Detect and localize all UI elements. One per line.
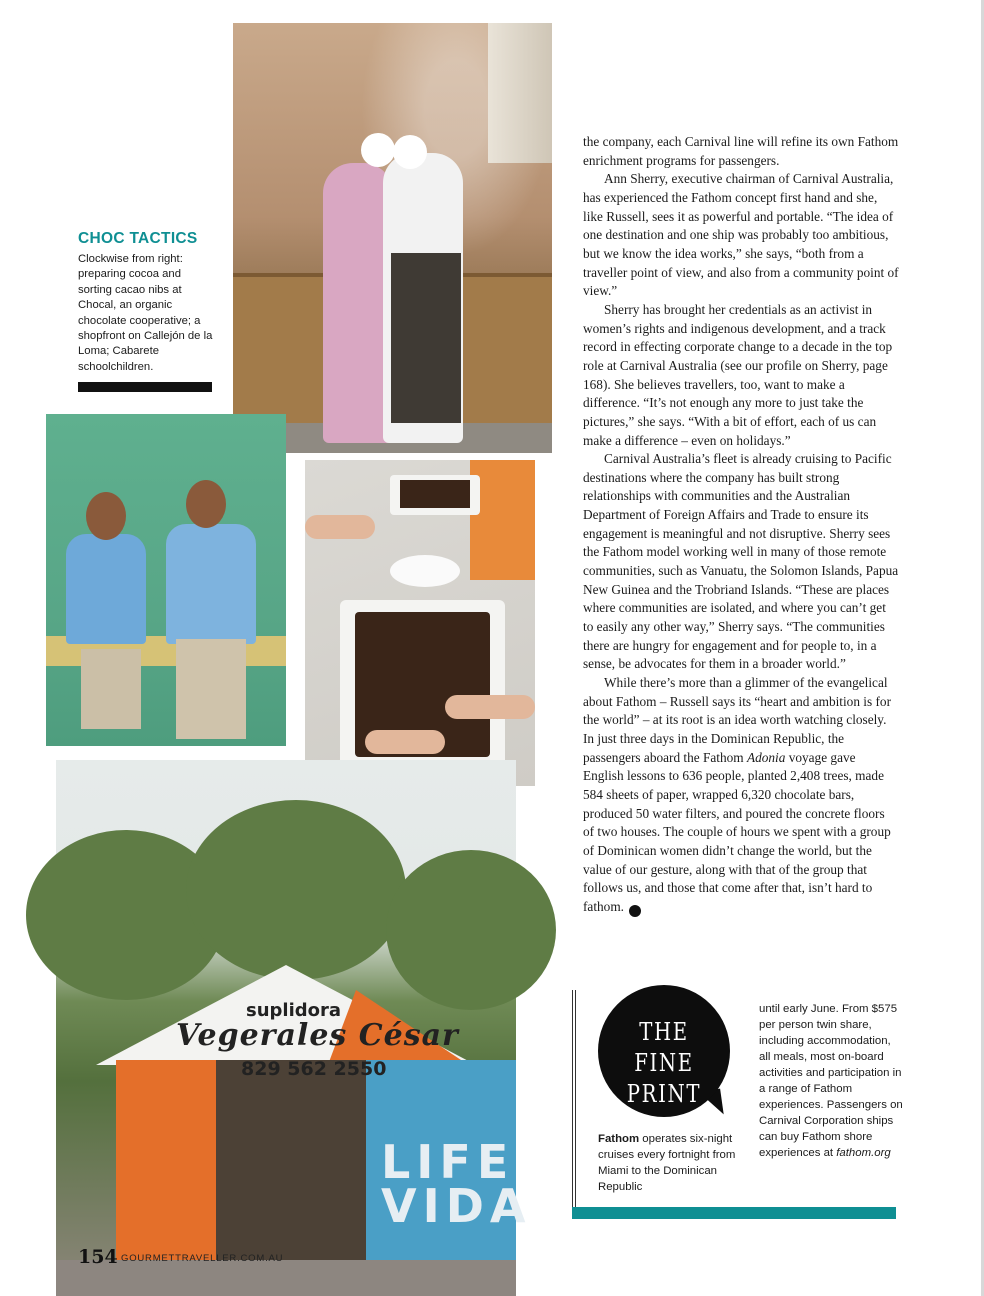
fine-print-title-line1: THE FINE [634,1018,694,1077]
shop-sign-mural: LIFE VIDA [381,1135,532,1233]
article-paragraph: Carnival Australia’s fleet is already cruising to Pacific destinations where the company has built strong relationships with communities and the Australian Department of Foreign Affairs and Trade to ensure its engagement is meaningful and not disruptive. Sherry sees the Fathom model working well in many of those remote communities, such as Vanuatu, the Solomon Islands, Papua New Guinea and the Trobriand Islands. “These are places where communities are isolated, and where you can’t get to easily any other way,” Sherry says. “The communities there are hungry for engagement and for people to, in a sense, be advocates for them in a broader world.” [583,451,899,672]
photo-nibs [400,480,470,508]
photo-face [86,492,126,540]
footer-site: GOURMETTRAVELLER.COM.AU [121,1253,284,1264]
photo-arm [445,695,535,719]
fine-print-text: operates six-night cruises every fortnight from Miami to the Dominican Republic [598,1133,736,1193]
article-paragraph: the company, each Carnival line will refine its own Fathom enrichment programs for passengers. [583,134,899,168]
photo-tree [386,850,556,1010]
caption-bar [78,382,212,392]
photo-hairnet [393,135,427,169]
fine-print-link[interactable]: fathom.org [836,1147,891,1159]
photo-shopfront [56,760,532,1296]
fine-print-brand: Fathom [598,1133,640,1145]
photo-plate [390,555,460,587]
fine-print-right-column [759,1001,904,1161]
photo-child-right [166,524,256,644]
end-mark-icon: GT [629,905,641,917]
article-text: While there’s more than a glimmer of the evangelical about Fathom – Russell says its “heart and ambition is for the world” – at its root is an idea worth watching closely. In just three days in the Dominican Republic, the passengers aboard the Fathom [583,675,892,765]
photo-arm [305,515,375,539]
photo-window [488,23,552,163]
photo-ground [56,1260,516,1296]
article-paragraph: Sherry has brought her credentials as an activist in women’s rights and indigenous development, and a track record in effecting corporate change to a decade in the top role at Carnival Australia (see our profile on Sherry, page 168). She believes travellers, too, want to make a difference. “It’s not enough any more to just take the pictures,” she says. “With a bit of effort, each of us can make a difference – even on holidays.” [583,301,893,448]
fine-print-title-line2: PRINT [626,1080,702,1108]
photo-sorting-cacao-nibs [305,460,535,786]
photo-arm [365,730,445,754]
photo-face [186,480,226,528]
shop-sign-line2: Vegerales César [176,1018,459,1053]
ship-name: Adonia [746,749,786,765]
photo-schoolchildren [46,414,286,746]
shop-sign-phone: 829 562 2550 [241,1058,387,1080]
page-number: 154 [78,1246,118,1268]
article-body [583,133,899,917]
shop-sign-line1: suplidora [246,1000,342,1021]
fine-print-left-column [598,1131,748,1195]
fine-print-title [610,1017,718,1110]
article-paragraph-last [583,674,899,917]
photo-child-left [66,534,146,644]
photo-trousers [81,649,141,729]
caption-body: Clockwise from right: preparing cocoa and sorting cacao nibs at Chocal, an organic chocolate cooperative; a shopfront on Callejón de la Loma; Cabarete schoolchildren. [78,253,213,373]
photo-hairnet [361,133,395,167]
fine-print-text: until early June. From $575 per person twin share, including accommodation, all meals, most on-board activities and participation in a range of Fathom experiences. Passengers on Carnival Corporation ships can buy Fathom shore experiences at [759,1003,903,1159]
article-text: voyage gave English lessons to 636 people, planted 2,408 trees, made 584 sheets of paper, wrapped 6,320 chocolate bars, produced 50 water filters, and poured the concrete floors of two houses. The couple of hours we spent with a group of Dominican women didn’t change the world, but the value of our gesture, along with that of the group that follows us, and those that come after that, isn’t hard to fathom. [583,749,891,914]
fine-print-bottom-bar [572,1207,896,1219]
fine-print-rule [572,990,578,1210]
photo-apron [391,253,461,423]
caption-title: CHOC TACTICS [78,230,198,247]
photo-trousers [176,639,246,739]
photo-caption [78,230,218,375]
photo-preparing-cocoa [233,23,552,453]
photo-tree [186,800,406,980]
article-paragraph: Ann Sherry, executive chairman of Carnival Australia, has experienced the Fathom concept first hand and she, like Russell, sees it as powerful and portable. “The idea of one destination and one ship was probably too ambitious, but we know the idea works,” she says, “both from a traveller point of view, and also from a community point of view.” [583,171,899,299]
